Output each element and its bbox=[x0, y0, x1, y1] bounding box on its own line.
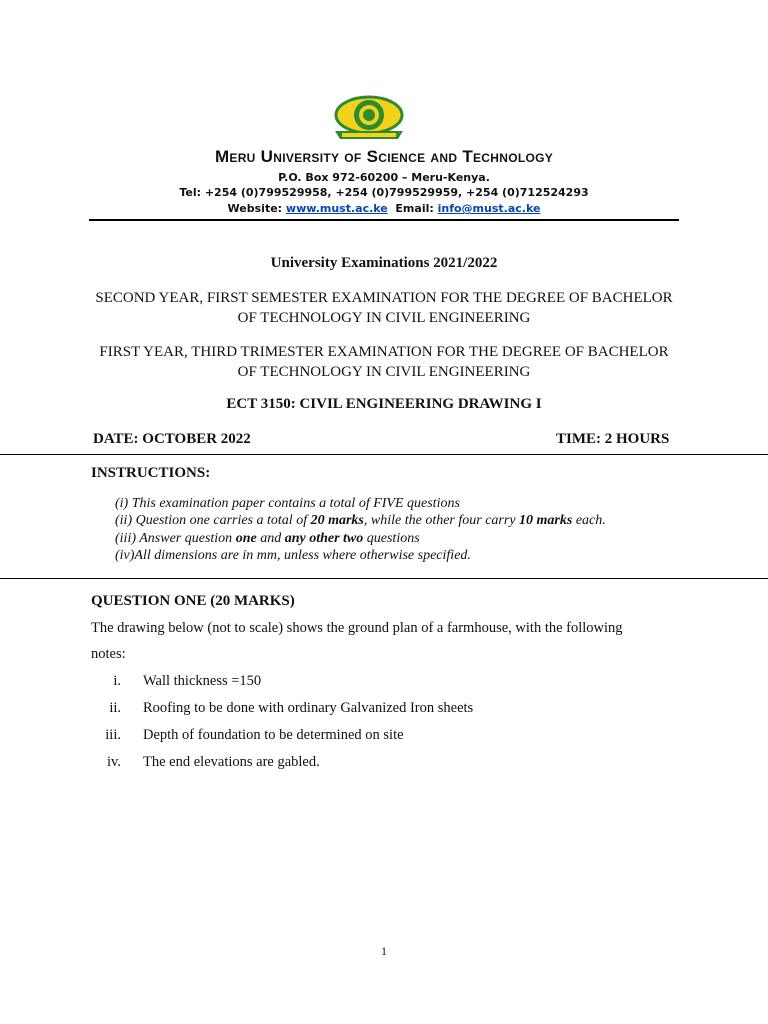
course-title: ECT 3150: CIVIL ENGINEERING DRAWING I bbox=[226, 396, 542, 412]
exam-title: University Examinations 2021/2022 bbox=[270, 255, 498, 271]
note-text: Roofing to be done with ordinary Galvanized Iron sheets bbox=[143, 700, 474, 716]
note-number: iv. bbox=[107, 754, 121, 770]
exam-time: TIME: 2 HOURS bbox=[556, 431, 670, 447]
instructions-heading: INSTRUCTIONS: bbox=[91, 465, 211, 481]
email-link[interactable]: info@must.ac.ke bbox=[437, 202, 541, 215]
email-label: Email: bbox=[395, 202, 434, 215]
telephone: Tel: +254 (0)799529958, +254 (0)799529959, +254 (0)712524293 bbox=[179, 186, 589, 199]
website-link[interactable]: www.must.ac.ke bbox=[285, 202, 388, 215]
note-number: i. bbox=[113, 673, 121, 689]
instruction-ii-bold-marks: 10 marks bbox=[519, 513, 573, 528]
instruction-ii-bold-marks: 20 marks bbox=[310, 513, 364, 528]
degree-line-1a: SECOND YEAR, FIRST SEMESTER EXAMINATION FOR THE DEGREE OF BACHELOR bbox=[95, 290, 673, 306]
question-one-intro-2: notes: bbox=[91, 646, 126, 662]
instruction-iii-text: (iii) Answer question bbox=[115, 531, 236, 546]
website-email-line bbox=[0, 202, 768, 215]
degree-line-1b: OF TECHNOLOGY IN CIVIL ENGINEERING bbox=[237, 310, 531, 326]
page-number: 1 bbox=[381, 944, 387, 958]
note-text: The end elevations are gabled. bbox=[143, 754, 320, 770]
header-divider bbox=[89, 219, 679, 221]
instructions-divider bbox=[0, 578, 768, 579]
date-divider bbox=[0, 454, 768, 455]
po-box: P.O. Box 972-60200 – Meru-Kenya. bbox=[278, 171, 490, 184]
note-number: iii. bbox=[105, 727, 121, 743]
instruction-ii-text: (ii) Question one carries a total of bbox=[115, 513, 311, 528]
instruction-iii bbox=[115, 530, 420, 548]
question-one-heading: QUESTION ONE (20 MARKS) bbox=[91, 593, 295, 609]
website-label: Website: bbox=[227, 202, 283, 215]
university-name: Meru University of Science and Technology bbox=[214, 147, 554, 166]
degree-line-2a: FIRST YEAR, THIRD TRIMESTER EXAMINATION FOR THE DEGREE OF BACHELOR bbox=[99, 344, 669, 360]
note-text: Wall thickness =150 bbox=[143, 673, 262, 689]
instruction-ii-text: , while the other four carry bbox=[363, 513, 520, 528]
instruction-iii-text: questions bbox=[363, 531, 420, 546]
instruction-iii-bold: any other two bbox=[284, 531, 364, 546]
instruction-iv: (iv)All dimensions are in mm, unless where otherwise specified. bbox=[115, 548, 471, 563]
note-text: Depth of foundation to be determined on site bbox=[143, 727, 404, 743]
exam-date: DATE: OCTOBER 2022 bbox=[93, 431, 251, 447]
degree-line-2b: OF TECHNOLOGY IN CIVIL ENGINEERING bbox=[237, 364, 531, 380]
question-one-intro-1: The drawing below (not to scale) shows the ground plan of a farmhouse, with the following bbox=[91, 620, 623, 636]
instruction-i: (i) This examination paper contains a total of FIVE questions bbox=[115, 496, 460, 511]
instruction-iii-text: and bbox=[256, 531, 285, 546]
instruction-iii-bold: one bbox=[235, 531, 257, 546]
note-number: ii. bbox=[109, 700, 121, 716]
instruction-ii bbox=[115, 512, 606, 530]
instruction-ii-text: each. bbox=[572, 513, 606, 528]
university-logo bbox=[330, 93, 408, 143]
